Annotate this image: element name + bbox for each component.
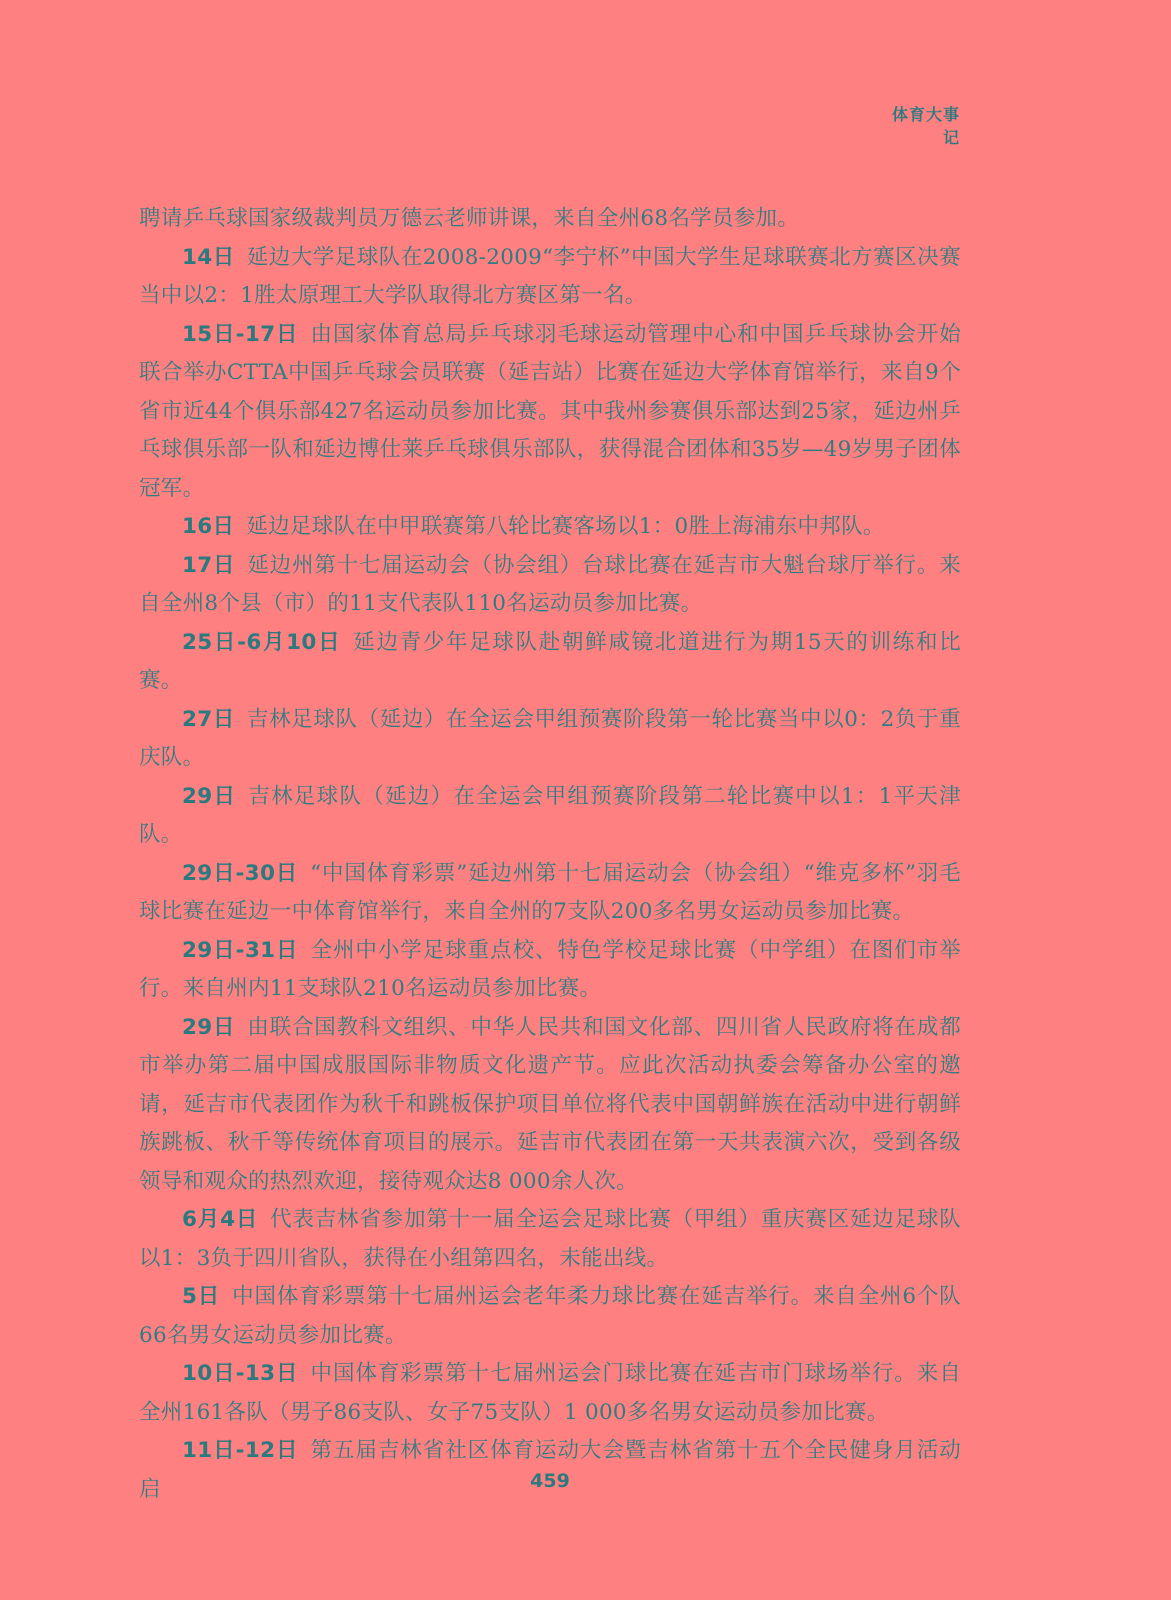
entry-text: 由联合国教科文组织、中华人民共和国文化部、四川省人民政府将在成都市举办第二届中国成服国际非物质文化遗产节。应此次活动执委会筹备办公室的邀请，延吉市代表团作为秋千和跳板保护项目单位将代表中国朝鲜族在活动中进行朝鲜族跳板、秋千等传统体育项目的展示。延吉市代表团在第一天共表演六次，受到各级领导和观众的热烈欢迎，接待观众达8 000余人次。 [139, 1014, 961, 1194]
entry-text: 由国家体育总局乒乓球羽毛球运动管理中心和中国乒乓球协会开始联合举办CTTA中国乒乓球会员联赛（延吉站）比赛在延边大学体育馆举行，来自9个省市近44个俱乐部427名运动员参加比赛。其中我州参赛俱乐部达到25家，延边州乒乓球俱乐部一队和延边博仕莱乒乓球俱乐部队，获得混合团体和35岁—49岁男子团体冠军。 [139, 321, 961, 501]
entry-paragraph [139, 239, 961, 316]
entry-paragraph [139, 624, 961, 701]
entry-date: 14日 [182, 244, 235, 270]
entry-text: 聘请乒乓球国家级裁判员万德云老师讲课，来自全州68名学员参加。 [139, 206, 800, 231]
entry-date: 27日 [182, 706, 235, 732]
entry-date: 15日-17日 [182, 321, 299, 347]
entry-date: 25日-6月10日 [182, 629, 342, 655]
entry-paragraph [139, 1355, 961, 1432]
entry-paragraph [139, 316, 961, 509]
entry-text: 中国体育彩票第十七届州运会门球比赛在延吉市门球场举行。来自全州161各队（男子86支队、女子75支队）1 000多名男女运动员参加比赛。 [139, 1361, 961, 1425]
entry-paragraph [139, 701, 961, 778]
running-header: 体育大事记 [891, 105, 960, 147]
entry-paragraph [139, 547, 961, 624]
entry-paragraph [139, 778, 961, 855]
entry-text: 代表吉林省参加第十一届全运会足球比赛（甲组）重庆赛区延边足球队以1：3负于四川省队，获得在小组第四名，未能出线。 [139, 1207, 961, 1271]
entry-date: 29日 [182, 783, 237, 809]
entry-date: 29日-30日 [182, 860, 299, 886]
entry-paragraph [139, 1278, 961, 1355]
entry-paragraph [139, 855, 961, 932]
entry-date: 11日-12日 [182, 1438, 299, 1463]
body-text [139, 200, 961, 1509]
entry-date: 6月4日 [182, 1207, 259, 1232]
entry-text: 延边青少年足球队赴朝鲜咸镜北道进行为期15天的训练和比赛。 [139, 629, 961, 693]
entry-text: 吉林足球队（延边）在全运会甲组预赛阶段第一轮比赛当中以0：2负于重庆队。 [139, 706, 961, 770]
entry-paragraph [139, 200, 961, 239]
entry-date: 16日 [182, 514, 235, 539]
entry-text: 延边州第十七届运动会（协会组）台球比赛在延吉市大魁台球厅举行。来自全州8个县（市）的11支代表队110名运动员参加比赛。 [139, 552, 961, 616]
page-number: 459 [530, 1470, 570, 1492]
entry-paragraph [139, 932, 961, 1009]
entry-paragraph [139, 508, 961, 547]
entry-text: 吉林足球队（延边）在全运会甲组预赛阶段第二轮比赛中以1：1平天津队。 [139, 783, 961, 847]
entry-text: 全州中小学足球重点校、特色学校足球比赛（中学组）在图们市举行。来自州内11支球队210名运动员参加比赛。 [139, 937, 961, 1001]
entry-date: 17日 [182, 552, 236, 578]
entry-text: 第五届吉林省社区体育运动大会暨吉林省第十五个全民健身月活动启 [139, 1438, 961, 1502]
entry-date: 5日 [182, 1284, 221, 1309]
entry-date: 29日 [182, 1014, 236, 1040]
entry-text: 延边足球队在中甲联赛第八轮比赛客场以1：0胜上海浦东中邦队。 [246, 514, 885, 539]
entry-text: “中国体育彩票”延边州第十七届运动会（协会组）“维克多杯”羽毛球比赛在延边一中体育馆举行，来自全州的7支队200多名男女运动员参加比赛。 [139, 860, 961, 924]
entry-paragraph [139, 1009, 961, 1202]
entry-text: 延边大学足球队在2008-2009“李宁杯”中国大学生足球联赛北方赛区决赛当中以2：1胜太原理工大学队取得北方赛区第一名。 [139, 244, 961, 308]
entry-date: 29日-31日 [182, 937, 299, 963]
entry-text: 中国体育彩票第十七届州运会老年柔力球比赛在延吉举行。来自全州6个队66名男女运动员参加比赛。 [139, 1284, 961, 1348]
entry-paragraph [139, 1201, 961, 1278]
entry-date: 10日-13日 [182, 1361, 299, 1386]
